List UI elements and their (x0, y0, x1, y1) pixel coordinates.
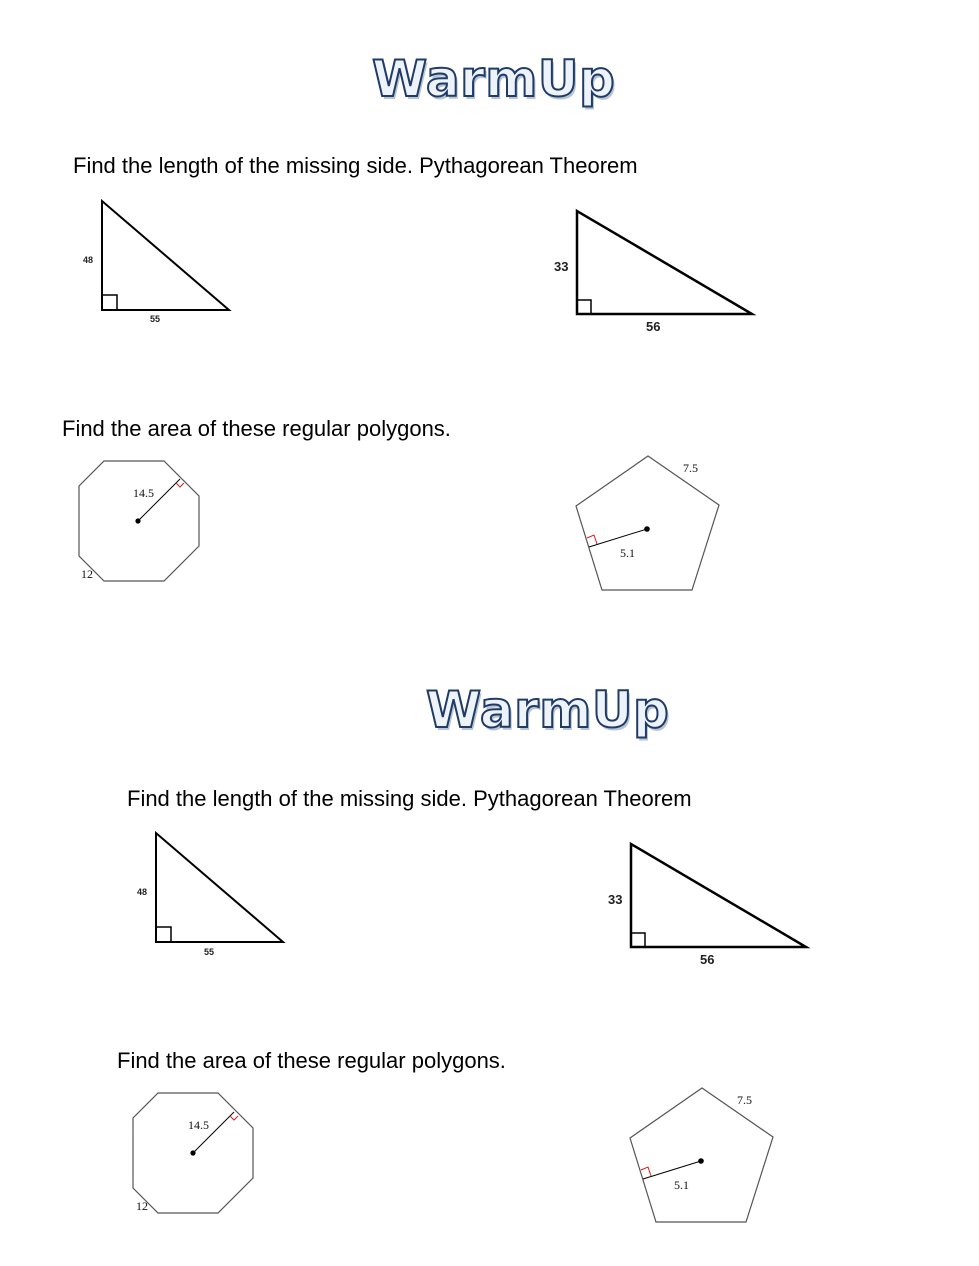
right-angle-marker (230, 1116, 238, 1120)
instruction-missing-side: Find the length of the missing side. Pythagorean Theorem (73, 153, 638, 178)
right-angle-marker (577, 300, 591, 314)
right-triangle-33-56 (550, 205, 760, 340)
apothem-label: 5.1 (620, 546, 635, 560)
right-angle-marker (641, 1167, 651, 1176)
leg-vertical-label: 33 (608, 892, 623, 907)
triangle-outline (631, 844, 806, 947)
right-angle-marker (631, 933, 645, 947)
leg-vertical-label: 33 (554, 259, 569, 274)
side-label: 12 (136, 1199, 148, 1213)
regular-pentagon (565, 450, 740, 595)
center-point (190, 1150, 195, 1155)
side-label: 12 (81, 567, 93, 581)
apothem-line (589, 529, 647, 547)
right-angle-marker (176, 483, 184, 487)
leg-vertical-label: 48 (137, 887, 148, 897)
apothem-line (643, 1161, 701, 1179)
warmup-title: WarmUp (426, 681, 670, 739)
instruction-area: Find the area of these regular polygons. (62, 416, 451, 441)
instruction-missing-side: Find the length of the missing side. Pythagorean Theorem (127, 786, 692, 811)
regular-octagon (126, 1087, 266, 1222)
warmup-title: WarmUp (372, 50, 616, 108)
center-point (644, 526, 650, 532)
triangle-outline (102, 201, 229, 310)
instruction-area: Find the area of these regular polygons. (117, 1048, 506, 1073)
leg-horizontal-label: 56 (646, 319, 661, 334)
triangle-outline (156, 833, 283, 942)
right-triangle-48-55 (134, 827, 304, 962)
regular-pentagon (619, 1082, 794, 1227)
center-point (698, 1158, 704, 1164)
leg-vertical-label: 48 (83, 255, 94, 265)
right-angle-marker (156, 927, 171, 942)
regular-octagon (72, 455, 212, 590)
side-label: 7.5 (737, 1093, 752, 1107)
leg-horizontal-label: 55 (204, 947, 215, 957)
apothem-label: 14.5 (188, 1118, 209, 1132)
triangle-outline (577, 211, 752, 314)
side-label: 7.5 (683, 461, 698, 475)
apothem-label: 14.5 (133, 486, 154, 500)
leg-horizontal-label: 55 (150, 314, 161, 324)
leg-horizontal-label: 56 (700, 952, 715, 967)
right-angle-marker (102, 295, 117, 310)
center-point (135, 518, 140, 523)
pentagon-outline (630, 1088, 773, 1222)
right-angle-marker (587, 535, 597, 544)
apothem-label: 5.1 (674, 1178, 689, 1192)
pentagon-outline (576, 456, 719, 590)
right-triangle-33-56 (604, 838, 814, 973)
right-triangle-48-55 (80, 195, 250, 330)
